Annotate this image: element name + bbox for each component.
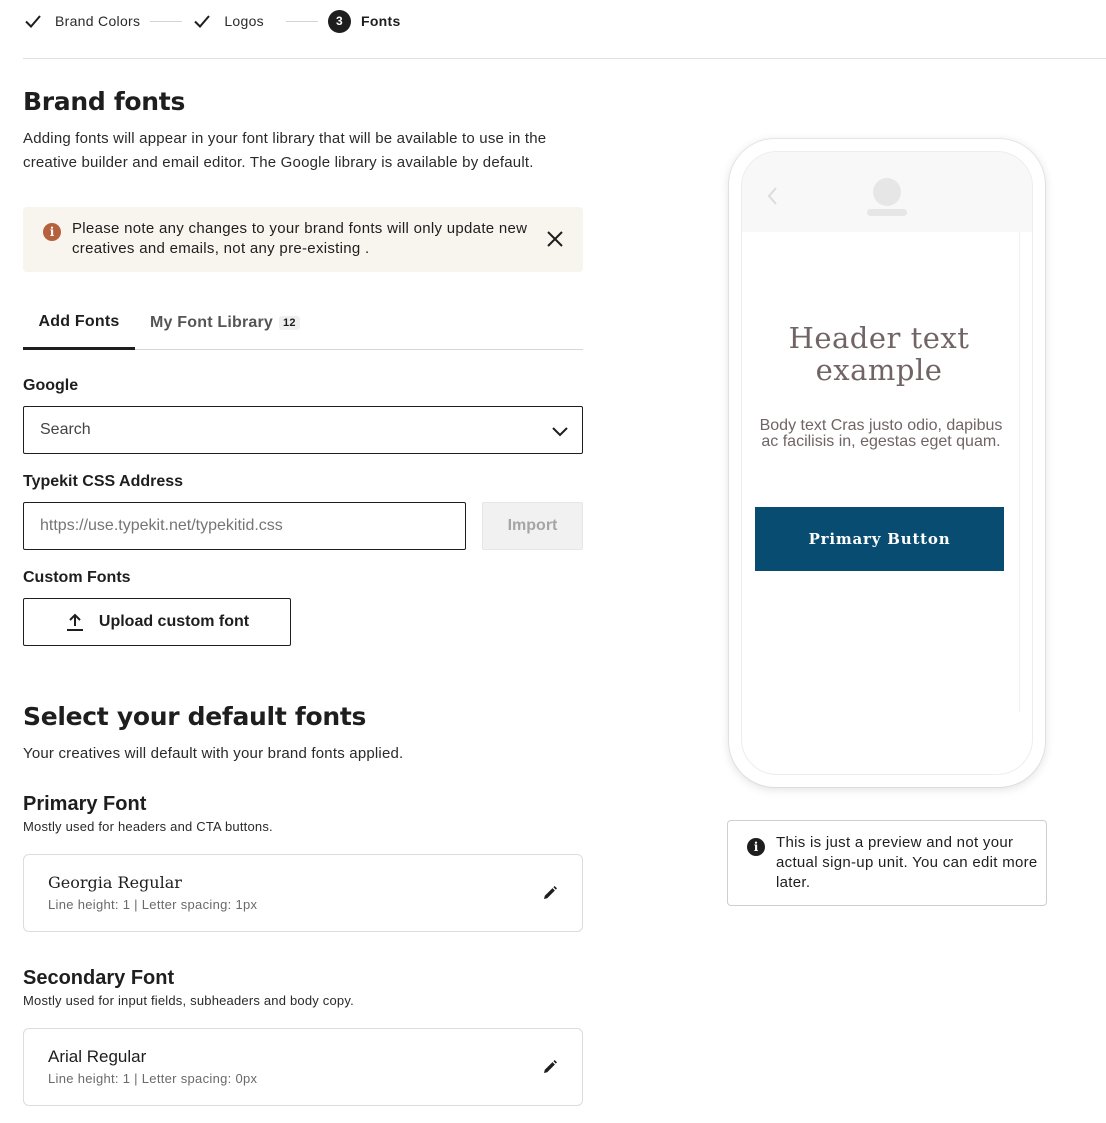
step-logos[interactable]: [192, 11, 264, 31]
brand-fonts-notice: [23, 207, 583, 272]
progress-stepper: [23, 8, 401, 34]
upload-icon: [65, 612, 85, 632]
step-connector: [150, 21, 182, 22]
select-value: Search: [40, 421, 91, 438]
avatar: [873, 178, 901, 206]
brand-fonts-title: Brand fonts: [23, 87, 186, 116]
default-fonts-title: Select your default fonts: [23, 702, 367, 731]
step-brand-colors[interactable]: [23, 11, 140, 31]
preview-body-text: Body text Cras justo odio, dapibus ac facilisis in, egestas eget quam.: [759, 417, 1003, 450]
upload-custom-font-button[interactable]: [23, 598, 291, 646]
import-button[interactable]: Import: [482, 502, 583, 550]
default-fonts-description: Your creatives will default with your brand fonts applied.: [23, 745, 404, 762]
tab-my-font-library[interactable]: [150, 296, 300, 349]
tab-label: Add Fonts: [38, 312, 120, 330]
primary-font-heading: Primary Font: [23, 793, 147, 815]
google-font-select[interactable]: [23, 406, 583, 454]
step-number: 3: [328, 10, 351, 33]
secondary-font-heading: Secondary Font: [23, 967, 175, 989]
preview-primary-button: Primary Button: [755, 507, 1004, 571]
pencil-icon[interactable]: [542, 885, 558, 901]
primary-font-card: [23, 854, 583, 932]
info-icon: i: [747, 838, 765, 856]
avatar-name-placeholder: [867, 209, 907, 216]
google-label: Google: [23, 377, 79, 394]
tab-label: My Font Library: [150, 313, 274, 331]
custom-fonts-label: Custom Fonts: [23, 569, 131, 586]
secondary-font-name: Arial Regular: [48, 1047, 147, 1066]
font-count-badge: 12: [279, 316, 300, 330]
step-fonts[interactable]: [328, 10, 401, 33]
primary-font-name: Georgia Regular: [48, 873, 182, 892]
check-icon: [23, 11, 43, 31]
secondary-font-card: [23, 1028, 583, 1106]
chevron-left-icon: [764, 184, 780, 208]
info-icon: i: [43, 223, 61, 241]
primary-font-sub: Mostly used for headers and CTA buttons.: [23, 819, 273, 834]
secondary-font-meta: Line height: 1 | Letter spacing: 0px: [48, 1071, 258, 1086]
preview-info-box: [727, 820, 1047, 906]
typekit-label: Typekit CSS Address: [23, 473, 184, 490]
pencil-icon[interactable]: [542, 1059, 558, 1075]
font-tabs: [23, 296, 583, 350]
tab-add-fonts[interactable]: [23, 296, 135, 350]
signup-preview: [742, 232, 1020, 712]
primary-font-meta: Line height: 1 | Letter spacing: 1px: [48, 897, 258, 912]
phone-preview: [729, 139, 1045, 787]
check-icon: [192, 11, 212, 31]
notice-text: Please note any changes to your brand fonts will only update new creatives and emails, not any pre-existing .: [72, 220, 528, 257]
secondary-font-sub: Mostly used for input fields, subheaders and body copy.: [23, 993, 354, 1008]
close-icon[interactable]: [545, 229, 565, 249]
step-label: Brand Colors: [55, 13, 141, 29]
typekit-url-input[interactable]: [23, 502, 466, 550]
step-label: Logos: [224, 13, 264, 29]
upload-label: Upload custom font: [98, 613, 250, 630]
info-text: This is just a preview and not your actual sign-up unit. You can edit more later.: [776, 834, 1038, 891]
step-label: Fonts: [360, 13, 401, 29]
brand-fonts-description: Adding fonts will appear in your font library that will be available to use in the creative builder and email editor. The Google library is available by default.: [23, 130, 547, 171]
step-connector: [286, 21, 318, 22]
phone-header-bar: [742, 152, 1032, 232]
preview-header-text: Header text example: [788, 321, 970, 387]
chevron-down-icon: [550, 421, 570, 441]
phone-screen: [741, 151, 1033, 775]
header-divider: [23, 58, 1106, 59]
